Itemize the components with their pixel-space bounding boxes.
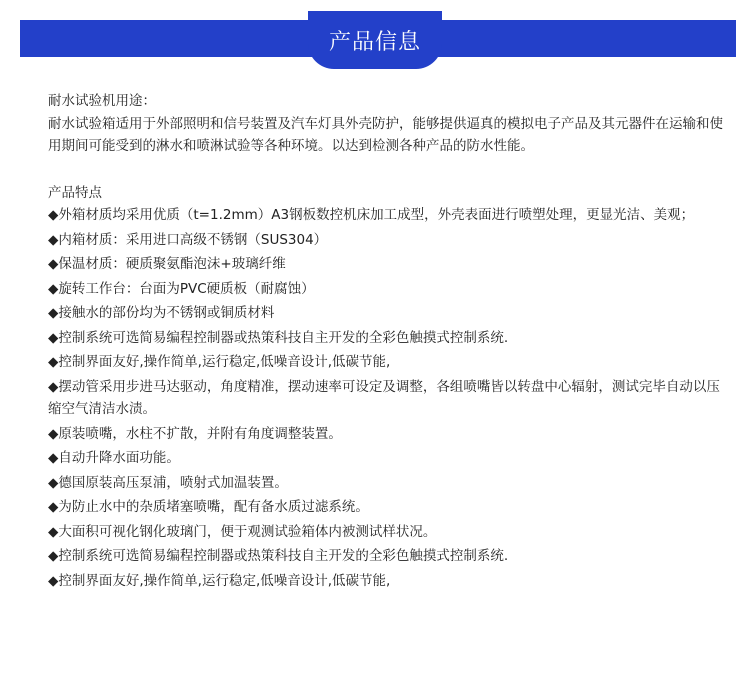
feature-item: ◆控制界面友好,操作简单,运行稳定,低噪音设计,低碳节能,: [48, 354, 391, 370]
section-header: [0, 0, 750, 72]
usage-body: 耐水试验箱适用于外部照明和信号装置及汽车灯具外壳防护，能够提供逼真的模拟电子产品及其元器件在运输和使用期间可能受到的淋水和喷淋试验等各种环境。以达到检测各种产品的防水性能。: [48, 115, 723, 154]
feature-item: ◆自动升降水面功能。: [48, 450, 180, 466]
feature-item: ◆控制系统可选简易编程控制器或热策科技自主开发的全彩色触摸式控制系统.: [48, 548, 509, 564]
feature-item: ◆大面积可视化钢化玻璃门，便于观测试验箱体内被测试样状况。: [48, 523, 437, 540]
feature-item: ◆外箱材质均采用优质（t=1.2mm）A3钢板数控机床加工成型，外壳表面进行喷塑处理，更显光洁、美观；: [48, 207, 695, 223]
page-title: 产品信息: [328, 29, 421, 55]
feature-item: ◆旋转工作台：台面为PVC硬质板（耐腐蚀）: [48, 280, 315, 297]
feature-item: ◆原装喷嘴，水柱不扩散，并附有角度调整装置。: [48, 425, 342, 442]
usage-heading: 耐水试验机用途：: [48, 93, 156, 109]
feature-item: ◆接触水的部份均为不锈钢或铜质材料: [48, 305, 275, 321]
feature-item: ◆保温材质：硬质聚氨酯泡沫+玻璃纤维: [48, 256, 286, 272]
product-info-content: [48, 90, 724, 594]
feature-item: ◆内箱材质：采用进口高级不锈钢（SUS304）: [48, 231, 328, 248]
feature-item: ◆摆动管采用步进马达驱动，角度精准，摆动速率可设定及调整，各组喷嘴皆以转盘中心辐射，测试完毕自动以压缩空气清洁水渍。: [48, 378, 720, 417]
feature-item: ◆控制界面友好,操作简单,运行稳定,低噪音设计,低碳节能,: [48, 572, 391, 589]
feature-item: ◆德国原装高压泵浦，喷射式加温装置。: [48, 474, 288, 491]
features-heading: 产品特点: [48, 184, 102, 201]
feature-item: ◆为防止水中的杂质堵塞喷嘴，配有备水质过滤系统。: [48, 499, 369, 515]
spacer: [48, 158, 724, 180]
feature-item: ◆控制系统可选简易编程控制器或热策科技自主开发的全彩色触摸式控制系统.: [48, 329, 509, 346]
header-title-tab: [308, 11, 442, 69]
